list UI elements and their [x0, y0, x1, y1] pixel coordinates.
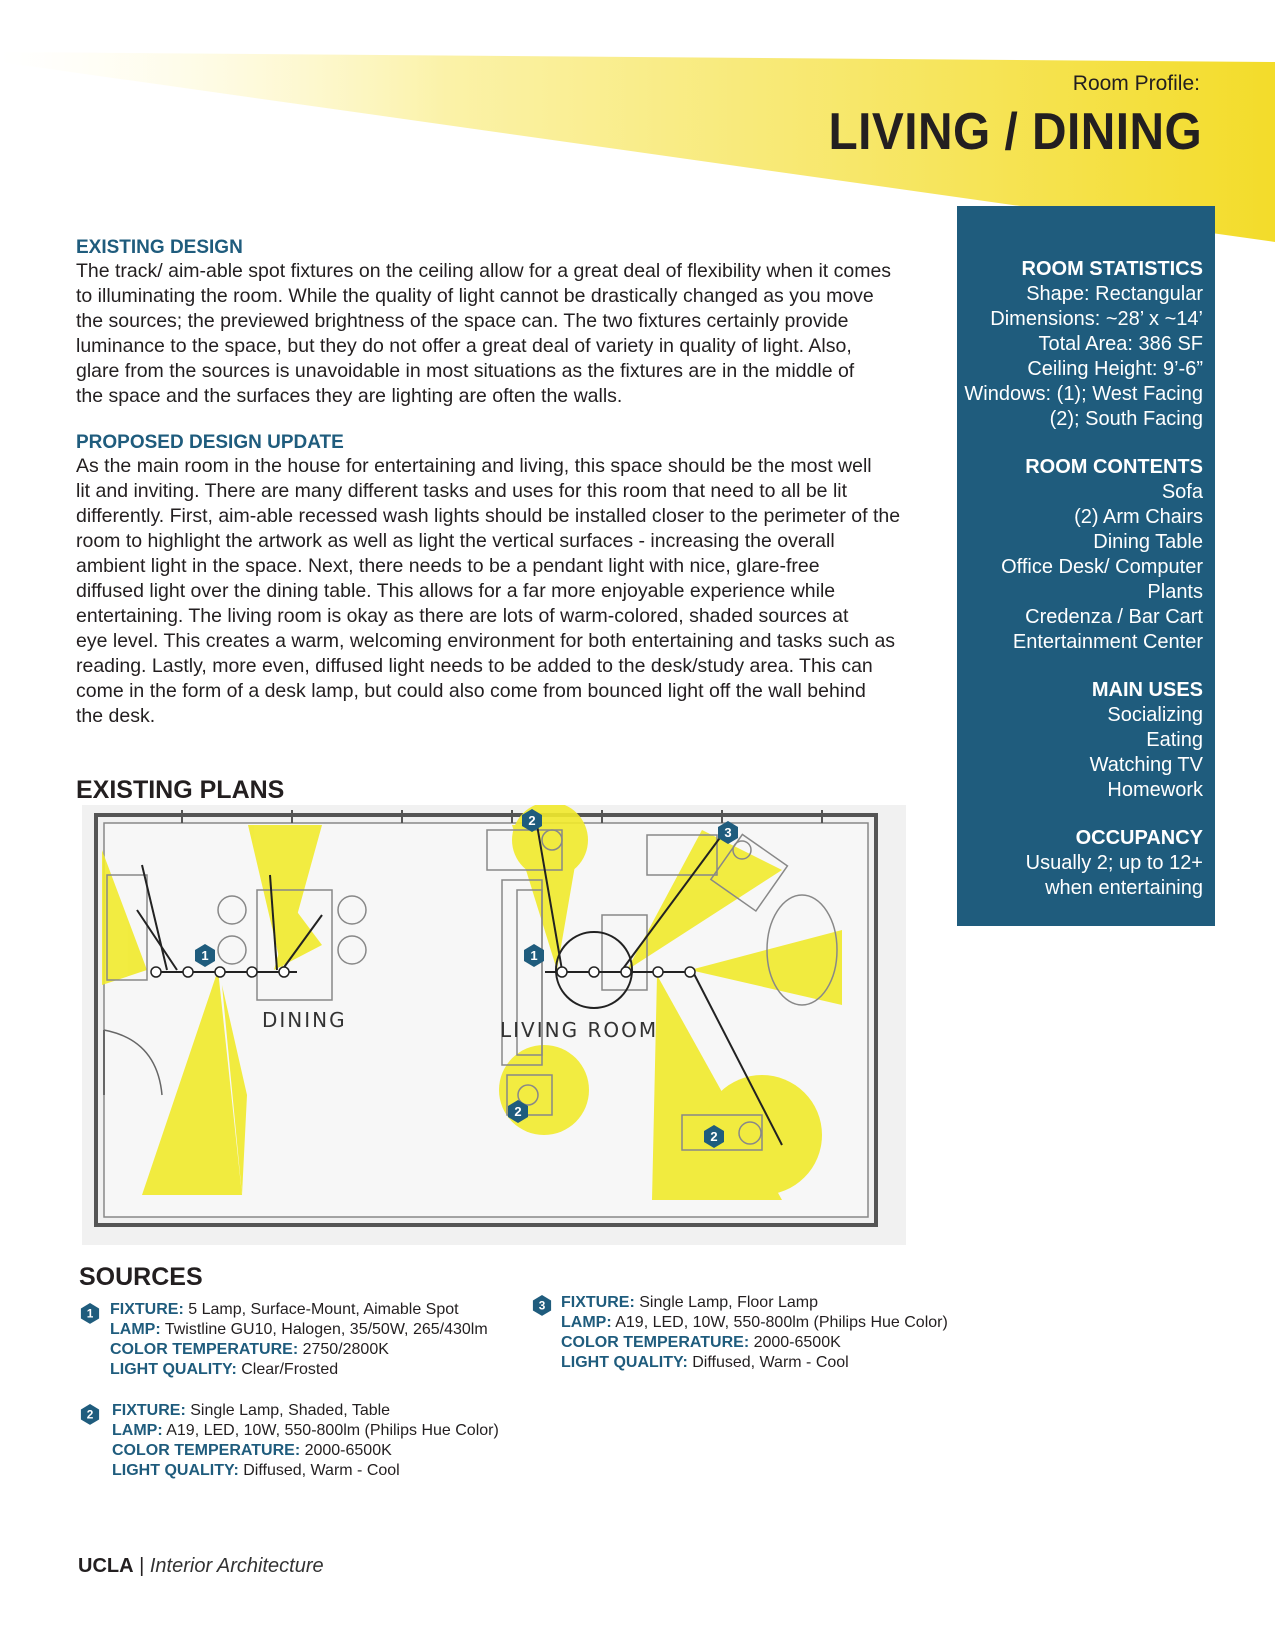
room-statistics-heading: ROOM STATISTICS	[1021, 258, 1203, 280]
light-quality-value: Diffused, Warm - Cool	[687, 1354, 849, 1371]
paragraph-line: luminance to the space, but they do not offer a great deal of variety in quality of light. Also,	[76, 335, 852, 357]
uses-line: Socializing	[1107, 704, 1203, 726]
room-contents-heading: ROOM CONTENTS	[1025, 456, 1203, 478]
page-title: LIVING / DINING	[828, 103, 1202, 161]
light-quality-value: Diffused, Warm - Cool	[238, 1462, 400, 1479]
paragraph-line: eye level. This creates a warm, welcoming environment for both entertaining and tasks such as	[76, 630, 896, 652]
fixture-value: 5 Lamp, Surface-Mount, Aimable Spot	[183, 1301, 459, 1318]
source-item-2	[112, 1401, 499, 1481]
fixture-value: Single Lamp, Floor Lamp	[634, 1294, 818, 1311]
room-info-sidebar	[957, 206, 1215, 926]
source-item-1	[110, 1300, 488, 1380]
contents-line: Sofa	[1161, 481, 1203, 503]
lamp-label: LAMP:	[110, 1321, 161, 1338]
fixture-value: Single Lamp, Shaded, Table	[185, 1402, 391, 1419]
proposed-design-body	[76, 454, 956, 729]
color-temperature-label: COLOR TEMPERATURE:	[561, 1334, 750, 1351]
color-temperature-label: COLOR TEMPERATURE:	[110, 1341, 299, 1358]
svg-text:3: 3	[538, 1298, 546, 1313]
paragraph-line: the sources; the previewed brightness of the space can. The two fixtures certainly provide	[76, 310, 849, 332]
room-label-living: LIVING ROOM	[500, 1018, 659, 1042]
contents-line: (2) Arm Chairs	[1074, 506, 1203, 528]
room-label-dining: DINING	[262, 1008, 347, 1032]
lamp-label: LAMP:	[112, 1422, 163, 1439]
color-temperature-value: 2750/2800K	[298, 1341, 389, 1358]
contents-line: Office Desk/ Computer	[1001, 556, 1203, 578]
light-wash	[499, 1045, 589, 1135]
existing-plans-heading: EXISTING PLANS	[76, 776, 285, 804]
existing-design-heading: EXISTING DESIGN	[76, 237, 243, 258]
lamp-value: A19, LED, 10W, 550-800lm (Philips Hue Color)	[611, 1314, 948, 1331]
paragraph-line: the desk.	[76, 705, 156, 727]
badge-number: 2	[528, 813, 536, 828]
room-profile-label: Room Profile:	[1072, 72, 1200, 95]
svg-text:2: 2	[86, 1407, 94, 1422]
badge-number: 2	[710, 1129, 718, 1144]
occupancy-heading: OCCUPANCY	[1075, 827, 1203, 849]
contents-line: Credenza / Bar Cart	[1025, 606, 1203, 628]
badge-number: 1	[530, 948, 538, 963]
floor-plan	[82, 805, 906, 1245]
contents-line: Dining Table	[1093, 531, 1203, 553]
light-quality-label: LIGHT QUALITY:	[112, 1462, 239, 1479]
fixture-label: FIXTURE:	[561, 1294, 635, 1311]
stat-line: (2); South Facing	[1049, 408, 1203, 430]
badge-number: 3	[724, 825, 732, 840]
fixture-label: FIXTURE:	[112, 1402, 186, 1419]
footer-dept: Interior Architecture	[149, 1555, 324, 1577]
badge-number: 1	[201, 948, 209, 963]
paragraph-line: to illuminating the room. While the quality of light cannot be drastically changed as you move	[76, 285, 874, 307]
lamp-label: LAMP:	[561, 1314, 612, 1331]
footer	[78, 1555, 324, 1578]
light-quality-label: LIGHT QUALITY:	[110, 1361, 237, 1378]
source-badge-1	[80, 1302, 100, 1324]
uses-line: Eating	[1146, 729, 1203, 751]
sources-heading: SOURCES	[79, 1263, 203, 1291]
lamp-value: A19, LED, 10W, 550-800lm (Philips Hue Color)	[162, 1422, 499, 1439]
uses-line: Homework	[1107, 779, 1203, 801]
source-badge-3	[532, 1294, 552, 1316]
stat-line: Ceiling Height: 9’-6”	[1027, 358, 1203, 380]
paragraph-line: reading. Lastly, more even, diffused light needs to be added to the desk/study area. This can	[76, 655, 873, 677]
fixture-label: FIXTURE:	[110, 1301, 184, 1318]
footer-separator: |	[133, 1555, 150, 1577]
footer-org: UCLA	[78, 1555, 134, 1577]
occupancy-line: when entertaining	[1045, 877, 1203, 899]
paragraph-line: come in the form of a desk lamp, but could also come from bounced light off the wall behind	[76, 680, 866, 702]
light-quality-value: Clear/Frosted	[236, 1361, 339, 1378]
paragraph-line: entertaining. The living room is okay as there are lots of warm-colored, shaded sources at	[76, 605, 849, 627]
paragraph-line: differently. First, aim-able recessed wash lights should be installed closer to the perimeter of the	[76, 505, 901, 527]
stat-line: Total Area: 386 SF	[1038, 333, 1203, 355]
source-badge-2	[80, 1403, 100, 1425]
main-content	[76, 237, 956, 729]
occupancy-line: Usually 2; up to 12+	[1025, 852, 1203, 874]
lamp-value: Twistline GU10, Halogen, 35/50W, 265/430lm	[160, 1321, 488, 1338]
svg-text:1: 1	[86, 1306, 94, 1321]
stat-line: Windows: (1); West Facing	[964, 383, 1203, 405]
light-quality-label: LIGHT QUALITY:	[561, 1354, 688, 1371]
stat-line: Shape: Rectangular	[1026, 283, 1203, 305]
paragraph-line: diffused light over the dining table. This allows for a far more enjoyable experience while	[76, 580, 836, 602]
paragraph-line: glare from the sources is unavoidable in most situations as the fixtures are in the middle of	[76, 360, 855, 382]
color-temperature-value: 2000-6500K	[300, 1442, 392, 1459]
paragraph-line: As the main room in the house for entertaining and living, this space should be the most well	[76, 455, 872, 477]
contents-line: Plants	[1147, 581, 1203, 603]
paragraph-line: ambient light in the space. Next, there needs to be a pendant light with nice, glare-free	[76, 555, 820, 577]
color-temperature-value: 2000-6500K	[749, 1334, 841, 1351]
badge-number: 2	[514, 1104, 522, 1119]
paragraph-line: room to highlight the artwork as well as light the vertical surfaces - increasing the overall	[76, 530, 835, 552]
existing-design-body	[76, 259, 956, 409]
proposed-design-heading: PROPOSED DESIGN UPDATE	[76, 432, 344, 453]
paragraph-line: lit and inviting. There are many different tasks and uses for this room that need to all be lit	[76, 480, 848, 502]
paragraph-line: The track/ aim-able spot fixtures on the ceiling allow for a great deal of flexibility when it comes	[76, 260, 892, 282]
stat-line: Dimensions: ~28’ x ~14’	[990, 308, 1203, 330]
color-temperature-label: COLOR TEMPERATURE:	[112, 1442, 301, 1459]
source-item-3	[561, 1293, 948, 1373]
main-uses-heading: MAIN USES	[1091, 679, 1203, 701]
paragraph-line: the space and the surfaces they are lighting are often the walls.	[76, 385, 623, 407]
contents-line: Entertainment Center	[1012, 631, 1203, 653]
uses-line: Watching TV	[1089, 754, 1203, 776]
